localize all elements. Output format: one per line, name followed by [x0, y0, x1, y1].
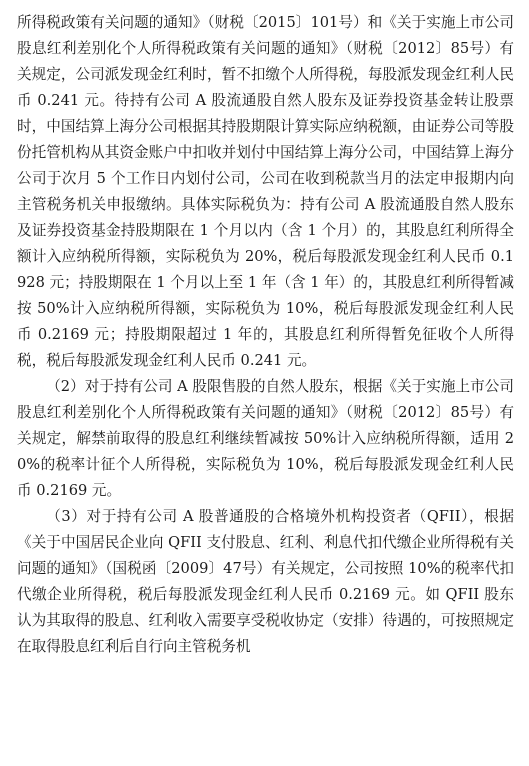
paragraph-continued: 所得税政策有关问题的通知》（财税〔2015〕101号）和《关于实施上市公司股息红利差别化个人所得税政策有关问题的通知》（财税〔2012〕85号）有关规定，公司派发现金红利时，暂不扣缴个人所得税，每股派发现金红利人民币 0.241 元。待持有公司 A 股流通股自然人股东及证券投资基金转让股票时，中国结算上海分公司根据其持股期限计算实际应纳税额，由证券公司等股份托管机构从其资金账户中扣收并划付中国结算上海分公司，中国结算上海分公司于次月 5 个工作日内划付公司，公司在收到税款当月的法定申报期内向主管税务机关申报缴纳。具体实际税负为：持有公司 A 股流通股自然人股东及证券投资基金持股期限在 1 个月以内（含 1 个月）的，其股息红利所得全额计入应纳税所得额，实际税负为 20%，税后每股派发现金红利人民币 0.1928 元；持股期限在 1 个月以上至 1 年（含 1 年）的，其股息红利所得暂减按 50%计入应纳税所得额，实际税负为 10%，税后每股派发现金红利人民币 0.2169 元；持股期限超过 1 年的，其股息红利所得暂免征收个人所得税，税后每股派发现金红利人民币 0.241 元。 — [17, 14, 514, 369]
paragraph-item-3: （3）对于持有公司 A 股普通股的合格境外机构投资者（QFII），根据《关于中国居民企业向 QFII 支付股息、红利、利息代扣代缴企业所得税有关问题的通知》（国税函〔2009〕47号）有关规定，公司按照 10%的税率代扣代缴企业所得税，税后每股派发现金红利人民币 0.2169 元。如 QFII 股东认为其取得的股息、红利收入需要享受税收协定（安排）待遇的，可按照规定在取得股息红利后自行向主管税务机 — [17, 508, 514, 655]
paragraph-item-2: （2）对于持有公司 A 股限售股的自然人股东，根据《关于实施上市公司股息红利差别化个人所得税政策有关问题的通知》（财税〔2012〕85号）有关规定，解禁前取得的股息红利继续暂减按 50%计入应纳税所得额，适用 20%的税率计征个人所得税，实际税负为 10%，税后每股派发现金红利人民币 0.2169 元。 — [17, 378, 514, 499]
